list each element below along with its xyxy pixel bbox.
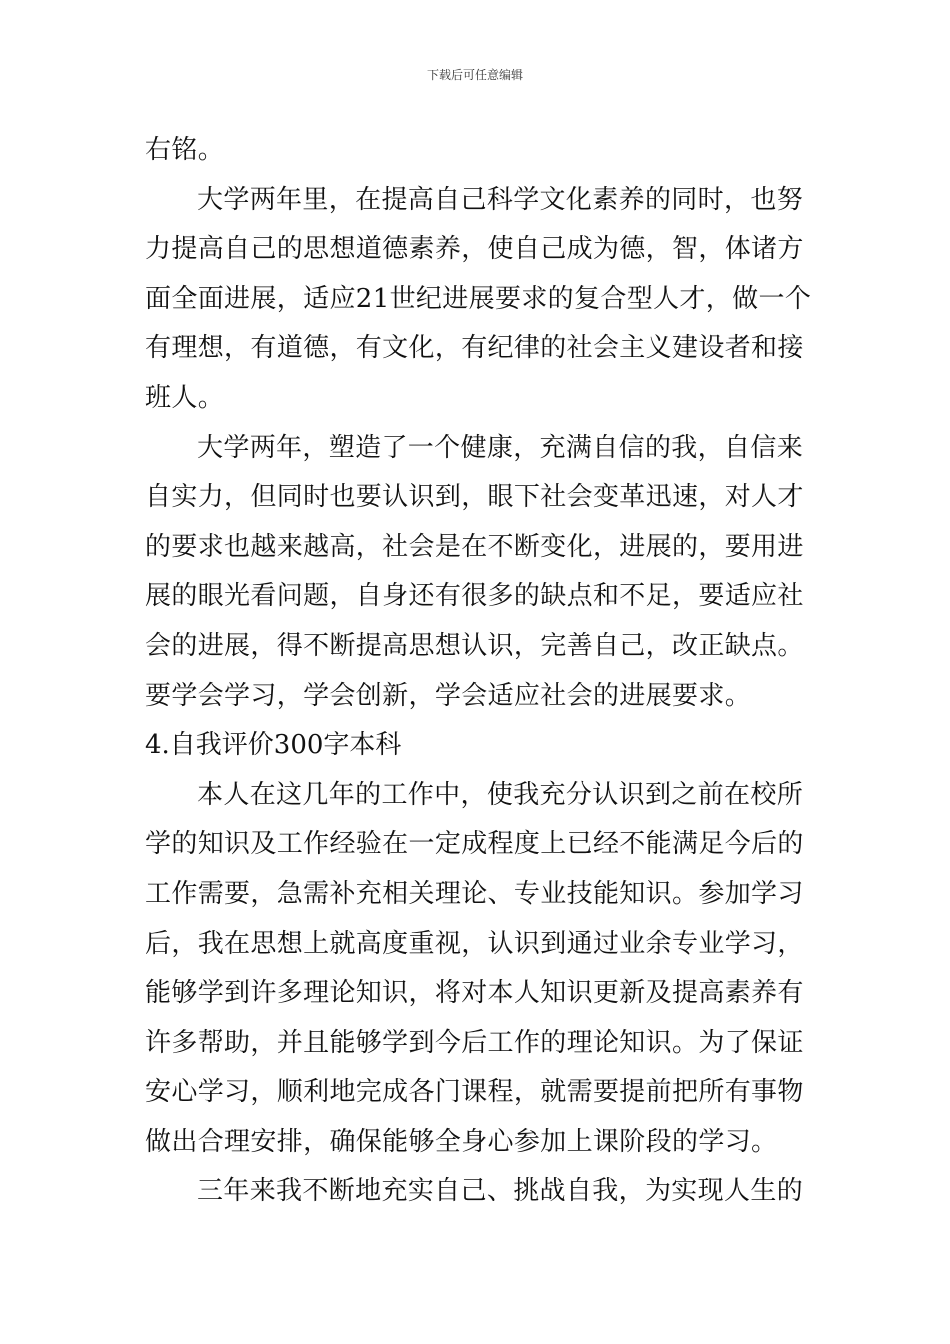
text-line: 面全面进展，适应21世纪进展要求的复合型人才，做一个 [145,283,812,314]
text-line: 三年来我不断地充实自己、挑战自我，为实现人生的 [197,1176,804,1207]
text-line: 学的知识及工作经验在一定成程度上已经不能满足今后的 [145,829,804,860]
text-line: 要学会学习，学会创新，学会适应社会的进展要求。 [145,680,752,711]
text-line: 做出合理安排，确保能够全身心参加上课阶段的学习。 [145,1126,778,1157]
text-line: 自实力，但同时也要认识到，眼下社会变革迅速，对人才 [145,482,804,513]
text-line: 会的进展，得不断提高思想认识，完善自己，改正缺点。 [145,630,804,661]
text-line: 许多帮助，并且能够学到今后工作的理论知识。为了保证 [145,1027,804,1058]
section-heading: 4.自我评价300字本科 [145,730,402,761]
document-body [145,126,810,1217]
text-line: 能够学到许多理论知识，将对本人知识更新及提高素养有 [145,978,804,1009]
page-header-note: 下载后可任意编辑 [426,68,523,82]
text-line: 展的眼光看问题，自身还有很多的缺点和不足，要适应社 [145,581,804,612]
text-line: 大学两年，塑造了一个健康，充满自信的我，自信来 [197,432,804,463]
text-line: 后，我在思想上就高度重视，认识到通过业余专业学习， [145,928,804,959]
text-line: 安心学习，顺利地完成各门课程，就需要提前把所有事物 [145,1077,804,1108]
text-line: 工作需要，急需补充相关理论、专业技能知识。参加学习 [145,878,804,909]
text-line: 右铭。 [145,135,225,165]
text-line: 本人在这几年的工作中，使我充分认识到之前在校所 [197,779,804,810]
text-line: 有理想，有道德，有文化，有纪律的社会主义建设者和接 [145,333,804,364]
text-line: 的要求也越来越高，社会是在不断变化，进展的，要用进 [145,531,804,562]
text-line: 大学两年里，在提高自己科学文化素养的同时，也努 [197,184,804,215]
text-line: 班人。 [145,382,225,413]
text-line: 力提高自己的思想道德素养，使自己成为德，智，体诸方 [145,234,804,265]
